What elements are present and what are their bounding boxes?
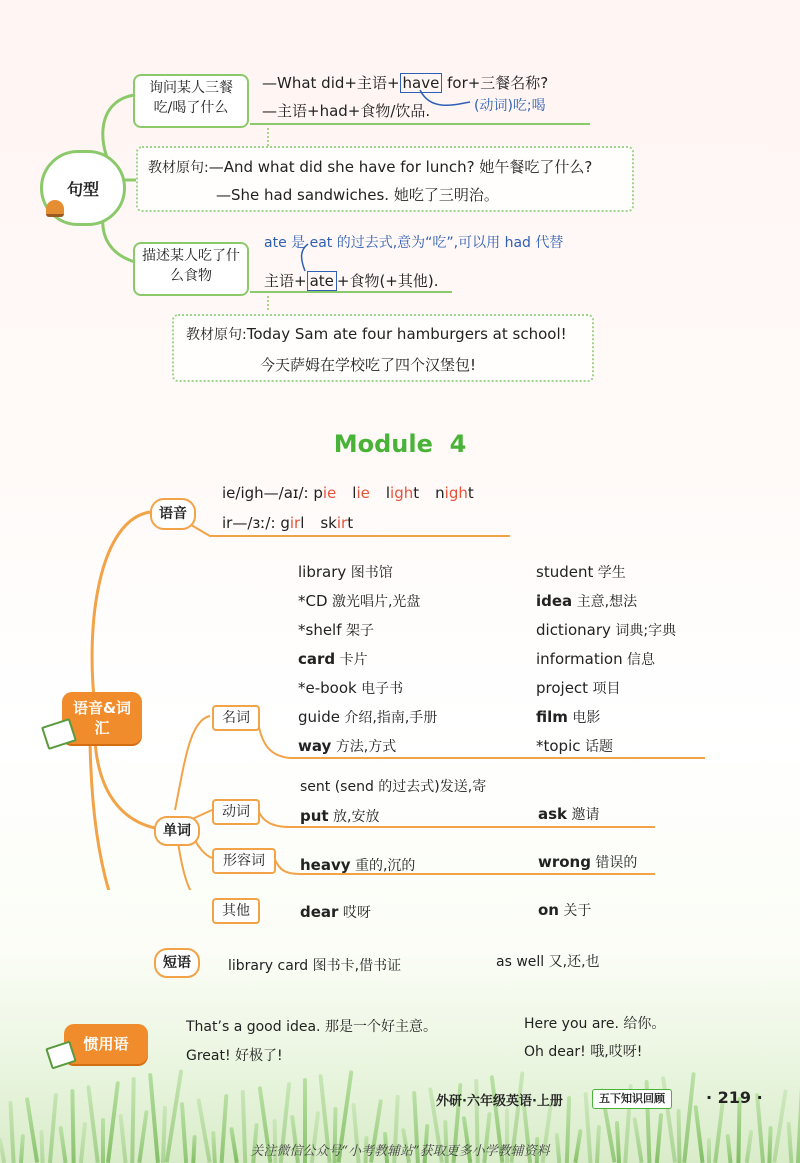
burger-icon: [46, 200, 64, 217]
phonics-row2-words: [280, 514, 369, 532]
phrase-library-card: library card 图书卡,借书证: [228, 958, 402, 974]
noun-item: information 信息: [536, 650, 656, 668]
verbs-line1: sent (send 的过去式)发送,寄: [300, 779, 487, 795]
footer-tag: 五下知识回顾: [592, 1089, 672, 1109]
watermark: 关注微信公众号“小考教辅站”获取更多小学教辅资料: [250, 1144, 550, 1159]
phonics-word: light: [385, 484, 420, 502]
noun-item: *e-book 电子书: [298, 679, 404, 697]
ask-meals-box: 询问某人三餐吃/喝了什么: [133, 74, 249, 128]
noun-item: student 学生: [536, 563, 626, 581]
example2-box: 教材原句:Today Sam ate four hamburgers at school! 今天萨姆在学校吃了四个汉堡包!: [172, 314, 594, 382]
phonics-row1-words: [313, 484, 489, 502]
expr-good-idea: That’s a good idea. 那是一个好主意。: [186, 1019, 437, 1035]
expr-oh-dear: Oh dear! 哦,哎呀!: [524, 1044, 643, 1060]
phonics-word: night: [435, 484, 474, 502]
noun-item: card 卡片: [298, 650, 368, 668]
phonics-vocab-badge: 语音&词汇: [62, 692, 142, 744]
module-title: Module 4: [333, 430, 467, 458]
noun-item: idea 主意,想法: [536, 592, 638, 610]
adjectives-label: 形容词: [212, 848, 276, 874]
ask-meals-note: (动词)吃;喝: [474, 98, 546, 114]
noun-item: way 方法,方式: [298, 737, 397, 755]
noun-item: *topic 话题: [536, 737, 613, 755]
phrases-label: 短语: [154, 948, 200, 978]
phonics-label: 语音: [150, 498, 196, 530]
verb-put: put 放,安放: [300, 807, 380, 825]
verb-ask: ask 邀请: [538, 805, 600, 823]
ask-meals-line2: —主语+had+食物/饮品.: [262, 102, 431, 120]
nouns-label: 名词: [212, 705, 260, 731]
other-dear: dear 哎呀: [300, 903, 371, 921]
example1-box: 教材原句:—And what did she have for lunch? 她午餐吃了什么? —She had sandwiches. 她吃了三明治。: [136, 146, 634, 212]
noun-item: guide 介绍,指南,手册: [298, 708, 438, 726]
words-label: 单词: [154, 816, 200, 846]
other-on: on 关于: [538, 901, 592, 919]
phonics-row2: ir—/ɜː/: girl skirt: [222, 514, 369, 532]
phrase-as-well: as well 又,还,也: [496, 954, 600, 970]
phonics-word: pie: [313, 484, 337, 502]
others-label: 其他: [212, 898, 260, 924]
page-number: · 219 ·: [706, 1088, 763, 1107]
phonics-row1: ie/igh—/aɪ/: pie lie light night: [222, 484, 490, 502]
expr-here-you-are: Here you are. 给你。: [524, 1016, 666, 1032]
sentence-hub-label: 句型: [66, 179, 99, 199]
expr-great: Great! 好极了!: [186, 1048, 283, 1064]
phonics-word: skirt: [320, 514, 354, 532]
noun-item: dictionary 词典;字典: [536, 621, 677, 639]
ask-meals-line1: —What did+主语+ have for+三餐名称?: [262, 74, 549, 92]
adj-wrong: wrong 错误的: [538, 853, 638, 871]
phonics-word: lie: [352, 484, 370, 502]
noun-item: *CD 激光唱片,光盘: [298, 592, 421, 610]
noun-item: *shelf 架子: [298, 621, 374, 639]
describe-food-pattern: 主语+ ate +食物(+其他).: [264, 272, 439, 290]
describe-food-box: 描述某人吃了什么食物: [133, 242, 249, 296]
noun-item: library 图书馆: [298, 563, 393, 581]
describe-food-note: ate 是 eat 的过去式,意为“吃”,可以用 had 代替: [264, 235, 564, 251]
phonics-word: girl: [280, 514, 305, 532]
adj-heavy: heavy 重的,沉的: [300, 856, 416, 874]
noun-item: film 电影: [536, 708, 601, 726]
noun-item: project 项目: [536, 679, 621, 697]
expressions-badge: 惯用语: [64, 1024, 148, 1064]
footer-book-title: 外研·六年级英语·上册: [436, 1094, 563, 1109]
verbs-label: 动词: [212, 799, 260, 825]
